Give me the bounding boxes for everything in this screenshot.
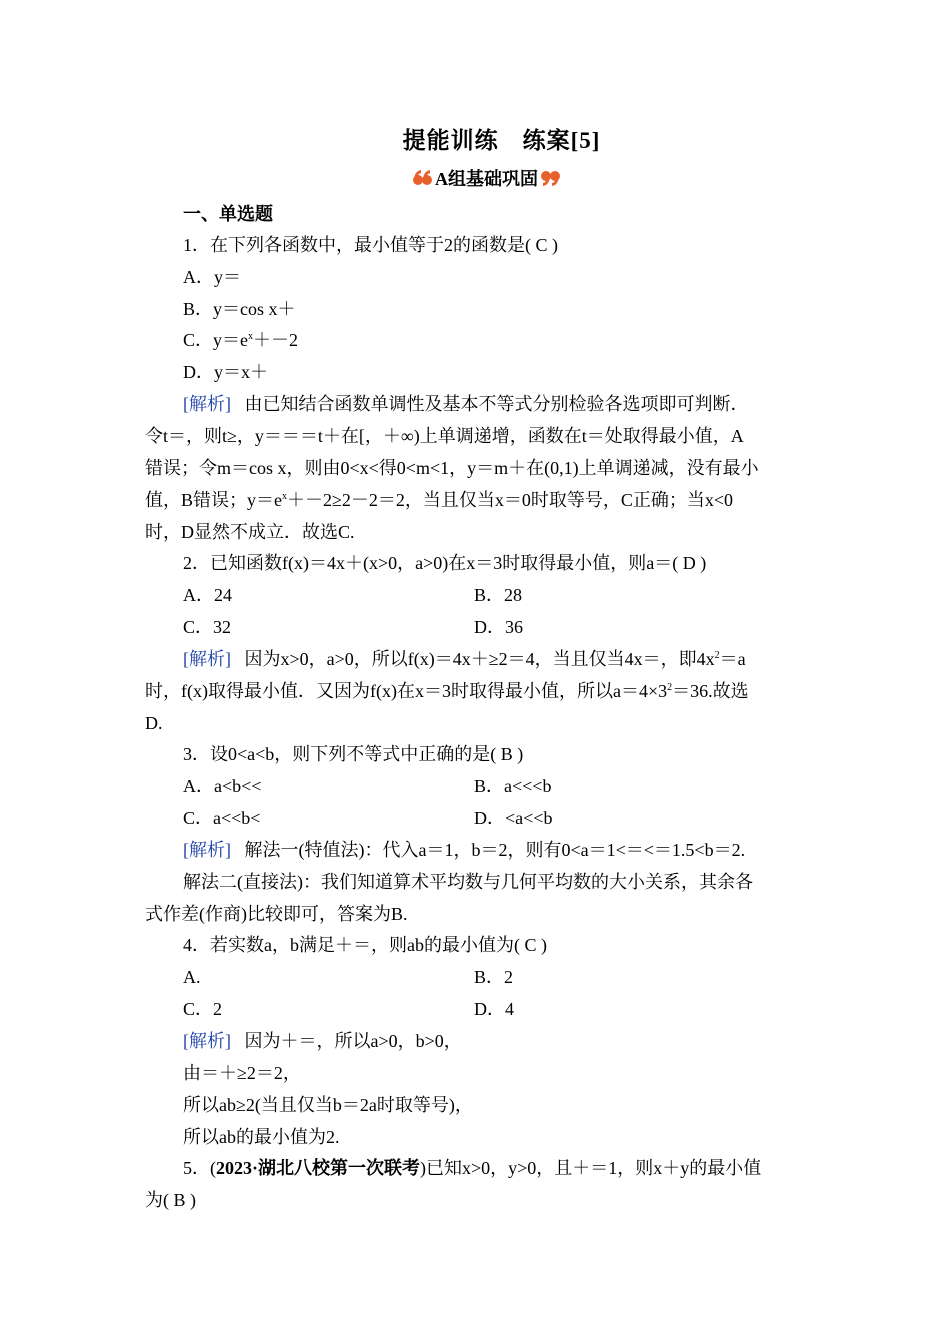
q3-analysis-tag: [解析] xyxy=(183,840,231,860)
q5-number: 5．( xyxy=(183,1158,216,1178)
q1-explanation-line-4 xyxy=(145,488,733,512)
q4-explanation-line-4: 所以ab的最小值为2. xyxy=(183,1127,340,1147)
q2-explanation-line-1 xyxy=(183,647,746,671)
q1-option-b: B．y＝cos x＋ xyxy=(183,299,296,319)
q1-option-c-pre: C．y＝e xyxy=(183,330,248,350)
right-quote-icon xyxy=(540,167,562,189)
q3-explanation-line-3: 式作差(作商)比较即可，答案为B. xyxy=(145,904,408,924)
q3-exp1-text: 解法一(特值法)：代入a＝1，b＝2，则有0<a＝1<＝<＝1.5<b＝2. xyxy=(244,840,746,860)
q2-exp2-sup: 2 xyxy=(667,682,673,693)
q4-explanation-line-3: 所以ab≥2(当且仅当b＝2a时取等号)， xyxy=(183,1095,473,1115)
q1-explanation-line-3: 错误；令m＝cos x，则由0<x<得0<m<1，y＝m＋在(0,1)上单调递减，没有最小 xyxy=(145,458,759,478)
q3-stem: 3．设0<a<b，则下列不等式中正确的是( B ) xyxy=(183,744,524,764)
q2-option-d: D．36 xyxy=(474,617,523,637)
q1-explanation-line-5: 时，D显然不成立．故选C. xyxy=(145,522,355,542)
q2-exp1-sup: 2 xyxy=(714,650,720,661)
q5-stem xyxy=(183,1156,761,1180)
q1-analysis-tag: [解析] xyxy=(183,394,231,414)
q1-option-a: A．y＝ xyxy=(183,267,241,287)
subtitle-text: A组基础巩固 xyxy=(435,169,538,189)
q3-explanation-line-2: 解法二(直接法)：我们知道算术平均数与几何平均数的大小关系，其余各 xyxy=(183,872,753,892)
q2-option-a: A．24 xyxy=(183,585,232,605)
q2-explanation-line-3: D. xyxy=(145,713,163,733)
q5-source: 2023·湖北八校第一次联考 xyxy=(216,1158,421,1178)
q2-exp1-pre: 因为x>0，a>0，所以f(x)＝4x＋≥2＝4，当且仅当4x＝，即4x xyxy=(244,649,715,669)
q3-explanation-line-1 xyxy=(183,838,745,862)
q2-exp1-post: ＝a xyxy=(719,649,746,669)
q3-option-a: A．a<b<< xyxy=(183,776,262,796)
q4-explanation-line-2: 由＝＋≥2＝2， xyxy=(183,1063,301,1083)
q1-option-d: D．y＝x＋ xyxy=(183,362,268,382)
group-subtitle xyxy=(411,163,562,193)
q2-exp2-post: ＝36.故选 xyxy=(672,681,749,701)
q4-option-c: C．2 xyxy=(183,999,223,1019)
q1-option-c-sup: x xyxy=(248,331,253,342)
page-title: 提能训练 练案[5] xyxy=(402,128,601,153)
left-quote-icon xyxy=(411,167,433,189)
q1-exp4-post: ＋－2≥2－2＝2，当且仅当x＝0时取等号，C正确；当x<0 xyxy=(287,490,734,510)
q3-option-d: D．<a<<b xyxy=(474,808,553,828)
q2-stem: 2．已知函数f(x)＝4x＋(x>0，a>0)在x＝3时取得最小值，则a＝( D ) xyxy=(183,553,707,573)
q4-option-a: A. xyxy=(183,967,201,987)
q3-option-c: C．a<<b< xyxy=(183,808,261,828)
section-heading: 一、单选题 xyxy=(183,204,273,224)
q4-analysis-tag: [解析] xyxy=(183,1031,231,1051)
q2-exp2-pre: 时，f(x)取得最小值．又因为f(x)在x＝3时取得最小值，所以a＝4×3 xyxy=(145,681,668,701)
q1-explanation-line-1 xyxy=(183,392,749,416)
q3-option-b: B．a<<<b xyxy=(474,776,552,796)
q1-option-c xyxy=(183,328,298,352)
q4-option-d: D．4 xyxy=(474,999,514,1019)
q4-stem: 4．若实数a，b满足＋＝，则ab的最小值为( C ) xyxy=(183,935,547,955)
q4-option-b: B．2 xyxy=(474,967,514,987)
q1-option-c-post: ＋－2 xyxy=(253,330,298,350)
q1-stem: 1．在下列各函数中，最小值等于2的函数是( C ) xyxy=(183,235,558,255)
q1-exp1-text: 由已知结合函数单调性及基本不等式分别检验各选项即可判断． xyxy=(244,394,749,414)
q2-option-c: C．32 xyxy=(183,617,232,637)
q1-exp4-sup: x xyxy=(282,491,287,502)
q1-exp4-pre: 值，B错误；y＝e xyxy=(145,490,282,510)
q5-stem-text: )已知x>0，y>0，且＋＝1，则x＋y的最小值 xyxy=(420,1158,762,1178)
q1-explanation-line-2: 令t＝，则t≥，y＝＝＝t＋在[，＋∞)上单调递增，函数在t＝处取得最小值，A xyxy=(145,426,744,446)
q2-explanation-line-2 xyxy=(145,679,749,703)
q5-stem-line-2: 为( B ) xyxy=(145,1190,196,1210)
q2-option-b: B．28 xyxy=(474,585,523,605)
q4-exp1-text: 因为＋＝，所以a>0，b>0， xyxy=(244,1031,462,1051)
q4-explanation-line-1 xyxy=(183,1029,462,1053)
q2-analysis-tag: [解析] xyxy=(183,649,231,669)
